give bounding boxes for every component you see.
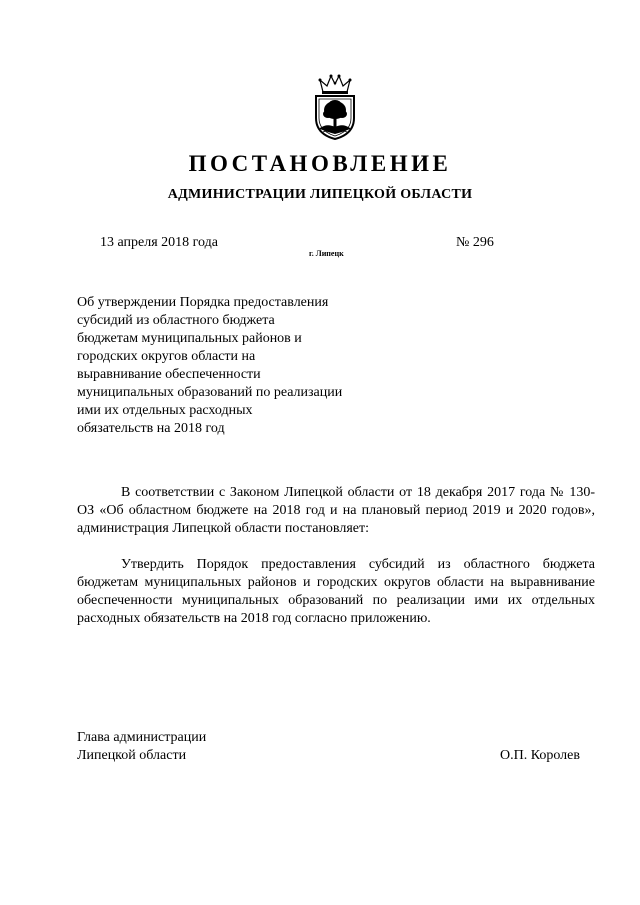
- document-city: г. Липецк: [309, 249, 344, 258]
- document-title: ПОСТАНОВЛЕНИЕ: [188, 151, 452, 176]
- subject-line: субсидий из областного бюджета: [77, 313, 275, 328]
- subject-line: выравнивание обеспеченности: [77, 367, 261, 382]
- body-paragraph-resolution: Утвердить Порядок предоставления субсидий из областного бюджета бюджетам муниципальных районов и городских округов области на выравнивание обеспеченности муниципальных образований по реализации ими их отдельных расходных обязательств на 2018 год согласно приложению.: [77, 557, 595, 626]
- subject-line: обязательств на 2018 год: [77, 421, 225, 436]
- subject-line: ими их отдельных расходных: [77, 403, 253, 418]
- body-paragraph-preamble: В соответствии с Законом Липецкой области от 18 декабря 2017 года № 130-ОЗ «Об областном бюджете на 2018 год и на плановый период 2019 и 2020 годов», администрация Липецкой области постановляет:: [77, 485, 595, 536]
- subject-line: городских округов области на: [77, 349, 256, 364]
- signatory-position: [77, 729, 206, 765]
- subject-line: бюджетам муниципальных районов и: [77, 331, 302, 346]
- subject-line: муниципальных образований по реализации: [77, 385, 343, 400]
- document-subject: [77, 294, 387, 438]
- signatory-position-line: Глава администрации: [77, 730, 207, 745]
- coat-of-arms-icon: [305, 72, 365, 142]
- document-date: 13 апреля 2018 года: [100, 235, 218, 250]
- subject-line: Об утверждении Порядка предоставления: [77, 295, 329, 310]
- document-number: № 296: [456, 235, 494, 250]
- signatory-name: О.П. Королев: [500, 748, 580, 763]
- signatory-position-line: Липецкой области: [77, 748, 187, 763]
- document-issuer: АДМИНИСТРАЦИИ ЛИПЕЦКОЙ ОБЛАСТИ: [167, 187, 473, 202]
